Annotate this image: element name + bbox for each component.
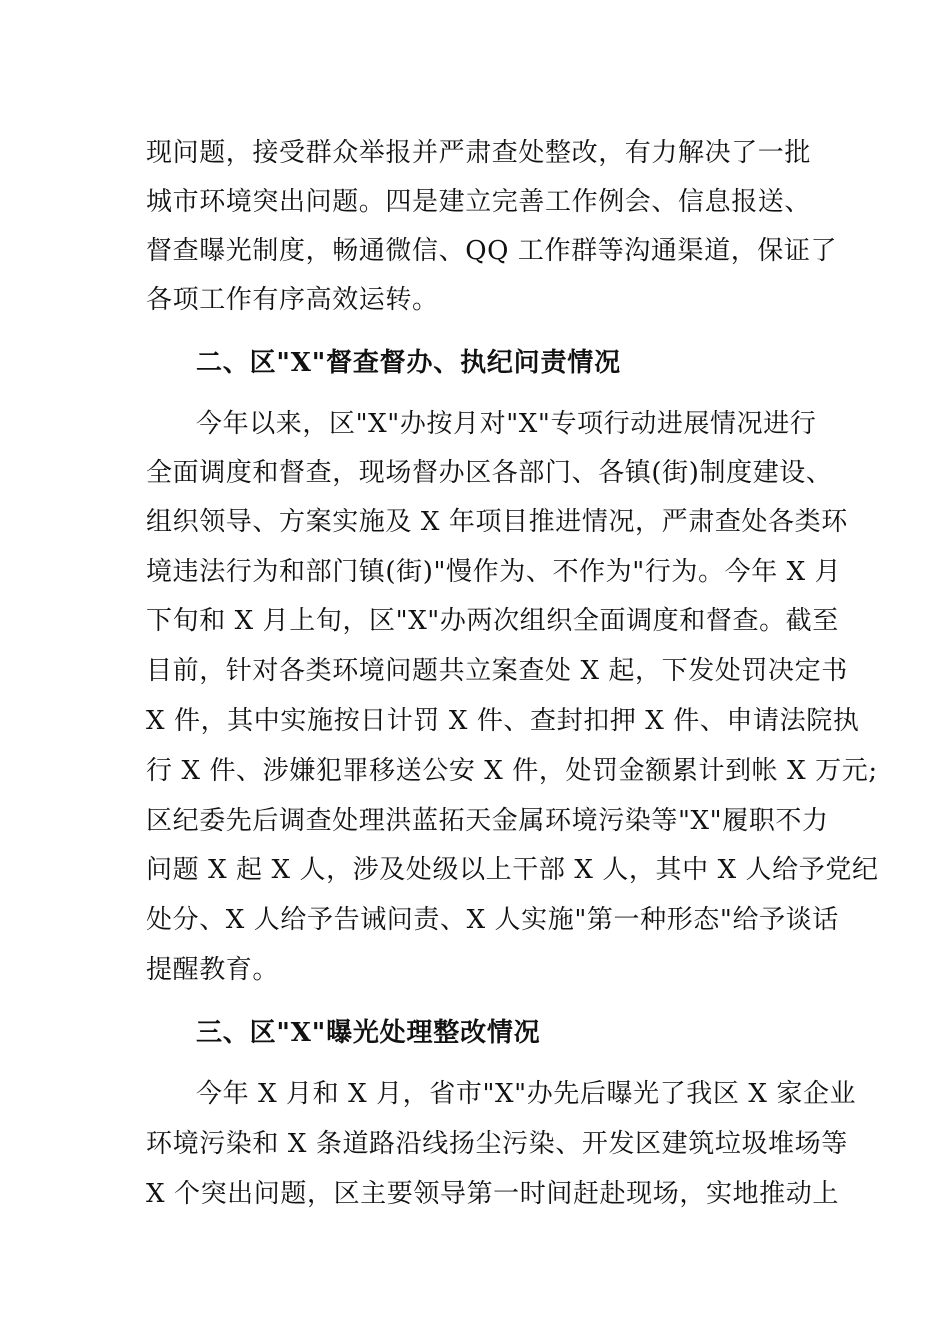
paragraph-2-line-6: 目前，针对各类环境问题共立案查处 X 起，下发处罚决定书 [146,656,848,686]
section-heading-3: 三、区"X"曝光处理整改情况 [196,1018,541,1048]
paragraph-2-line-5: 下旬和 X 月上旬，区"X"办两次组织全面调度和督查。截至 [146,606,839,636]
paragraph-2-line-3: 组织领导、方案实施及 X 年项目推进情况，严肃查处各类环 [146,507,848,537]
paragraph-1-line-4: 各项工作有序高效运转。 [146,285,439,315]
section-heading-2: 二、区"X"督查督办、执纪问责情况 [196,348,621,378]
paragraph-2-line-4: 境违法行为和部门镇(街)"慢作为、不作为"行为。今年 X 月 [146,557,842,587]
paragraph-2-line-12: 提醒教育。 [146,955,280,985]
paragraph-3-line-3: X 个突出问题，区主要领导第一时间赶赴现场，实地推动上 [146,1179,839,1209]
paragraph-2-line-2: 全面调度和督查，现场督办区各部门、各镇(街)制度建设、 [146,458,833,488]
paragraph-1-line-1: 现问题，接受群众举报并严肃查处整改，有力解决了一批 [146,138,812,168]
paragraph-3-line-2: 环境污染和 X 条道路沿线扬尘污染、开发区建筑垃圾堆场等 [146,1129,848,1159]
paragraph-2-line-1: 今年以来，区"X"办按月对"X"专项行动进展情况进行 [196,409,817,439]
paragraph-2-line-7: X 件，其中实施按日计罚 X 件、查封扣押 X 件、申请法院执 [146,706,860,736]
paragraph-3-line-1: 今年 X 月和 X 月，省市"X"办先后曝光了我区 X 家企业 [196,1079,857,1109]
paragraph-2-line-10: 问题 X 起 X 人，涉及处级以上干部 X 人，其中 X 人给予党纪 [146,855,879,885]
paragraph-2-line-9: 区纪委先后调查处理洪蓝拓天金属环境污染等"X"履职不力 [146,806,829,836]
paragraph-1-line-2: 城市环境突出问题。四是建立完善工作例会、信息报送、 [146,187,812,217]
paragraph-1-line-3: 督查曝光制度，畅通微信、QQ 工作群等沟通渠道，保证了 [146,236,838,266]
paragraph-2-line-11: 处分、X 人给予告诫问责、X 人实施"第一种形态"给予谈话 [146,905,839,935]
paragraph-2-line-8: 行 X 件、涉嫌犯罪移送公安 X 件，处罚金额累计到帐 X 万元; [146,756,878,786]
